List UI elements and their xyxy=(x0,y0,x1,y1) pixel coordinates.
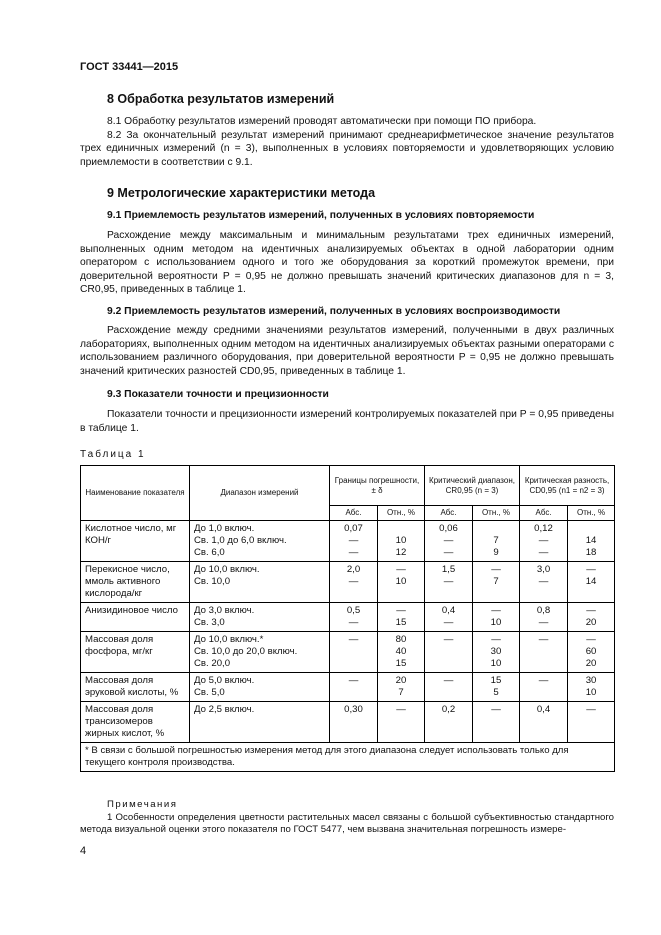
header-abs: Абс. xyxy=(425,506,473,521)
table-row xyxy=(81,632,615,673)
section-9-1-title: 9.1 Приемлемость результатов измерений, полученных в условиях повторяемости xyxy=(107,210,535,221)
cd-abs-cell: 0,8 — xyxy=(520,603,568,632)
cd-rel-cell: 30 10 xyxy=(568,673,615,702)
row-range-cell: До 10,0 включ. Св. 10,0 xyxy=(190,562,330,603)
notes xyxy=(80,799,614,837)
table-caption: Таблица 1 xyxy=(80,449,146,460)
cr-abs-cell: 0,06 — — xyxy=(425,521,473,562)
cd-rel-cell: 14 18 xyxy=(568,521,615,562)
note-1: 1 Особенности определения цветности растительных масел связаны с большой субъективностью стандартного метода визуальной оценки этого показателя по ГОСТ 5477, чем вызвана значительная погрешность измере- xyxy=(80,811,614,836)
error-abs-cell: — xyxy=(330,632,378,673)
row-range-cell: До 5,0 включ. Св. 5,0 xyxy=(190,673,330,702)
paragraph-9-2: Расхождение между средними значениями результатов измерений, полученными в двух различных лабораториях, выполненных одним методом на идентичных анализируемых объектах разными операторами с использованием различного оборудования, при доверительной вероятности P = 0,95 не должно превышать значений критических разностей CD0,95, приведенных в таблице 1. xyxy=(80,325,614,377)
table-row xyxy=(81,562,615,603)
section-9-3-title: 9.3 Показатели точности и прецизионности xyxy=(107,389,329,400)
page-number: 4 xyxy=(80,845,87,857)
cr-rel-cell: 15 5 xyxy=(473,673,520,702)
row-name-cell: Анизидиновое число xyxy=(81,603,190,632)
error-rel-cell: — xyxy=(378,702,425,743)
header-abs: Абс. xyxy=(330,506,378,521)
cd-rel-cell: — 14 xyxy=(568,562,615,603)
cd-abs-cell: 0,12 — — xyxy=(520,521,568,562)
cr-abs-cell: 0,2 xyxy=(425,702,473,743)
cd-abs-cell: — xyxy=(520,632,568,673)
error-rel-cell: 20 7 xyxy=(378,673,425,702)
table-row xyxy=(81,702,615,743)
row-name-cell: Перекисное число, ммоль активного кислорода/кг xyxy=(81,562,190,603)
cd-abs-cell: 0,4 xyxy=(520,702,568,743)
header-rel: Отн., % xyxy=(568,506,615,521)
row-name-cell: Массовая доля эруковой кислоты, % xyxy=(81,673,190,702)
paragraph-9-1: Расхождение между максимальным и минимальным результатами трех единичных измерений, выполненных одним методом на идентичных анализируемых объектах в одной лаборатории одним оператором с использованием одного и того же оборудования за короткий промежуток времени, при доверительной вероятности P = 0,95 не должно превышать значений критических диапазонов для n = 3, CR0,95, приведенных в таблице 1. xyxy=(80,230,614,296)
table-row xyxy=(81,603,615,632)
row-name-cell: Массовая доля фосфора, мг/кг xyxy=(81,632,190,673)
section-9-3-body xyxy=(80,408,614,435)
cd-rel-cell: — 20 xyxy=(568,603,615,632)
table-footnote: * В связи с большой погрешностью измерения метод для этого диапазона следует использовать только для текущего контроля производства. xyxy=(81,743,615,772)
header-rel: Отн., % xyxy=(473,506,520,521)
header-abs: Абс. xyxy=(520,506,568,521)
table-row xyxy=(81,673,615,702)
header-name: Наименование показателя xyxy=(81,466,190,521)
error-rel-cell: 10 12 xyxy=(378,521,425,562)
row-range-cell: До 1,0 включ. Св. 1,0 до 6,0 включ. Св. 6,0 xyxy=(190,521,330,562)
document-header: ГОСТ 33441—2015 xyxy=(80,61,179,73)
metrology-table xyxy=(80,465,615,772)
header-critical-range: Критический диапазон, CR0,95 (n = 3) xyxy=(425,466,520,506)
error-abs-cell: 0,30 xyxy=(330,702,378,743)
cr-abs-cell: 1,5 — xyxy=(425,562,473,603)
section-8-body xyxy=(80,115,614,169)
row-range-cell: До 3,0 включ. Св. 3,0 xyxy=(190,603,330,632)
cd-rel-cell: — xyxy=(568,702,615,743)
paragraph-9-3: Показатели точности и прецизионности измерений контролируемых показателей при P = 0,95 приведены в таблице 1. xyxy=(80,409,614,434)
section-8-title: 8 Обработка результатов измерений xyxy=(107,92,335,106)
error-abs-cell: 0,5 — xyxy=(330,603,378,632)
table-row xyxy=(81,521,615,562)
header-rel: Отн., % xyxy=(378,506,425,521)
header-range: Диапазон измерений xyxy=(190,466,330,521)
row-name-cell: Кислотное число, мг КОН/г xyxy=(81,521,190,562)
error-rel-cell: 80 40 15 xyxy=(378,632,425,673)
cr-rel-cell: — xyxy=(473,702,520,743)
row-range-cell: До 10,0 включ.* Св. 10,0 до 20,0 включ. Св. 20,0 xyxy=(190,632,330,673)
cd-abs-cell: — xyxy=(520,673,568,702)
cd-abs-cell: 3,0 — xyxy=(520,562,568,603)
section-9-2-body xyxy=(80,324,614,378)
cr-abs-cell: 0,4 — xyxy=(425,603,473,632)
header-critical-difference: Критическая разность, CD0,95 (n1 = n2 = 3) xyxy=(520,466,615,506)
paragraph-8-1: 8.1 Обработку результатов измерений проводят автоматически при помощи ПО прибора. xyxy=(107,116,537,127)
row-name-cell: Массовая доля трансизомеров жирных кислот, % xyxy=(81,702,190,743)
error-rel-cell: — 10 xyxy=(378,562,425,603)
section-9-title: 9 Метрологические характеристики метода xyxy=(107,186,376,200)
cr-rel-cell: — 7 xyxy=(473,562,520,603)
error-abs-cell: — xyxy=(330,673,378,702)
header-error: Границы погрешности, ± δ xyxy=(330,466,425,506)
row-range-cell: До 2,5 включ. xyxy=(190,702,330,743)
section-9-1-body xyxy=(80,229,614,297)
cd-rel-cell: — 60 20 xyxy=(568,632,615,673)
error-rel-cell: — 15 xyxy=(378,603,425,632)
cr-abs-cell: — xyxy=(425,673,473,702)
notes-title: Примечания xyxy=(107,799,178,810)
cr-rel-cell: — 10 xyxy=(473,603,520,632)
section-9-2-title: 9.2 Приемлемость результатов измерений, полученных в условиях воспроизводимости xyxy=(107,306,561,317)
error-abs-cell: 0,07 — — xyxy=(330,521,378,562)
paragraph-8-2: 8.2 За окончательный результат измерений принимают среднеарифметическое значение результатов трех единичных измерений (n = 3), выполненных в условиях повторяемости и удовлетворяющих условию приемлемости в соответствии с 9.1. xyxy=(80,129,614,168)
cr-abs-cell: — xyxy=(425,632,473,673)
cr-rel-cell: — 30 10 xyxy=(473,632,520,673)
cr-rel-cell: 7 9 xyxy=(473,521,520,562)
error-abs-cell: 2,0 — xyxy=(330,562,378,603)
